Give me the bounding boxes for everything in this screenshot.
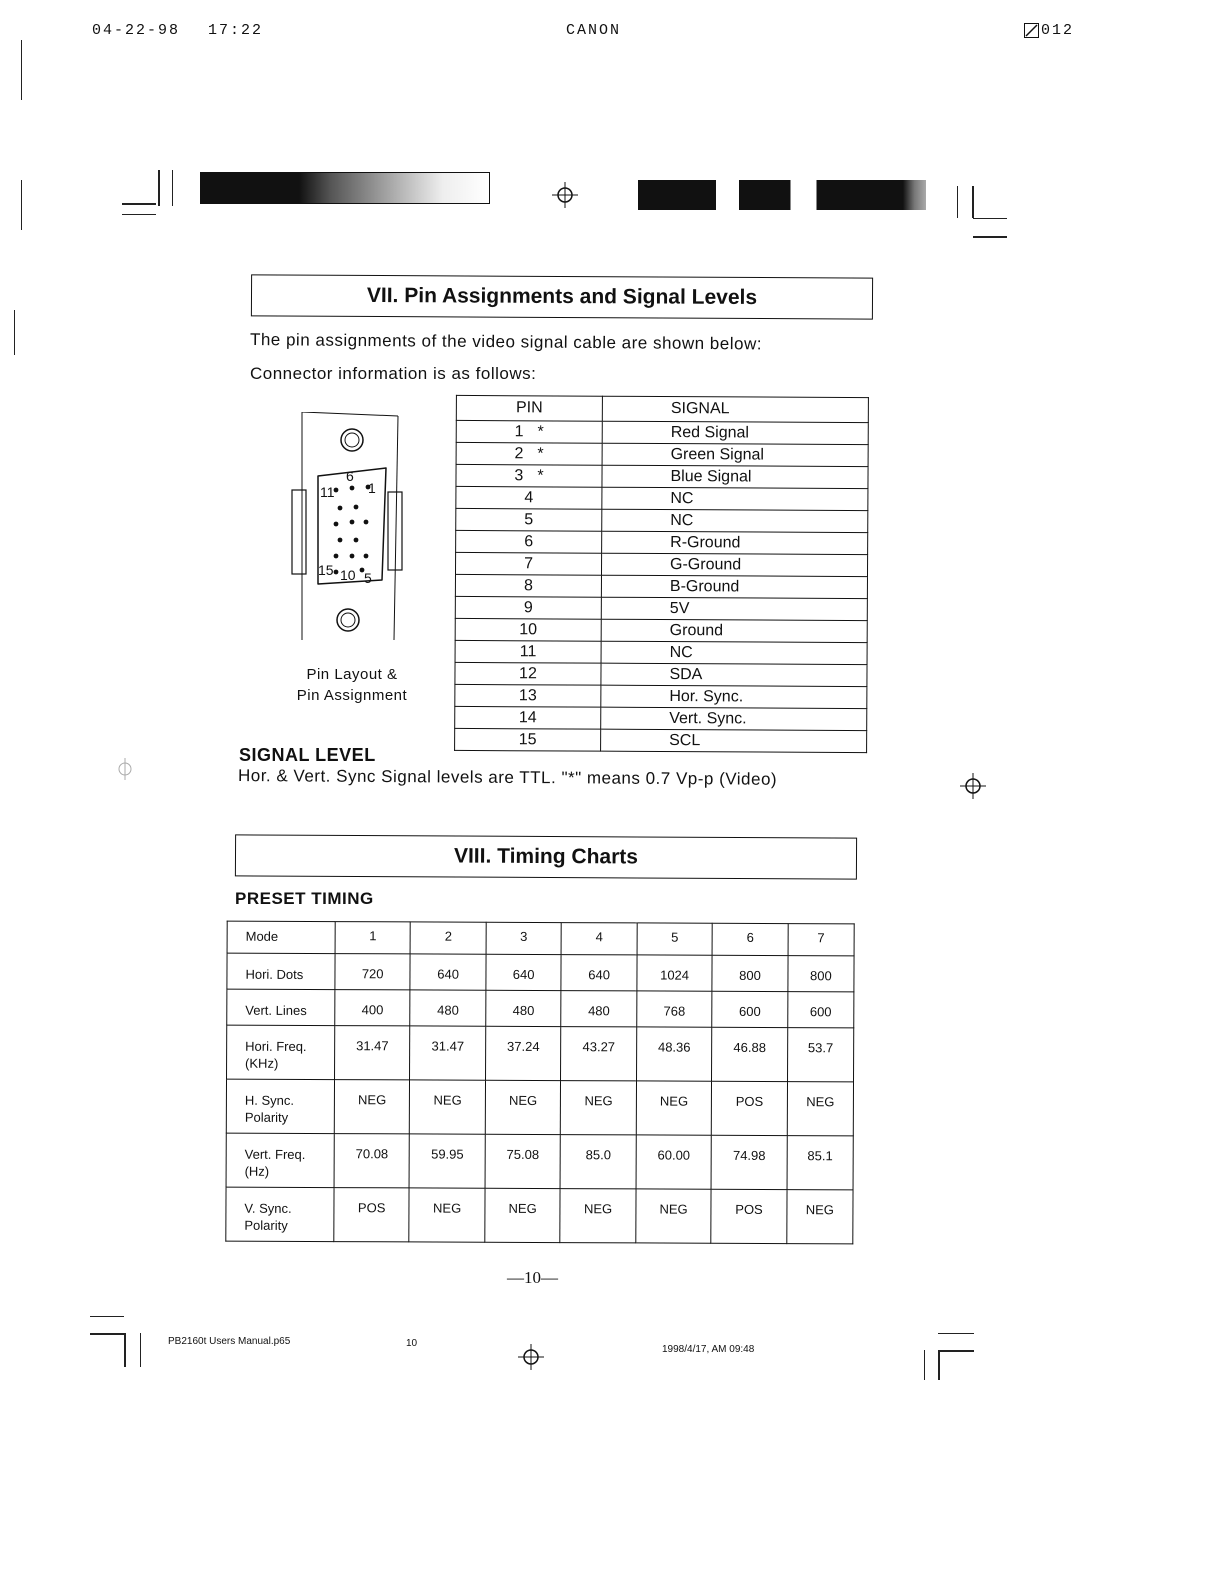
signal-name-cell: Vert. Sync. [601,707,867,730]
signal-level-text: Hor. & Vert. Sync Signal levels are TTL. "*" means 0.7 Vp-p (Video) [237,766,778,789]
row-label-cell: H. Sync. Polarity [226,1079,334,1133]
column-header-pin: PIN [456,395,602,421]
row-label-cell: Mode [227,921,335,953]
pin-number: 11 [519,642,537,660]
table-row [455,684,867,708]
pin-number: 7 [524,554,534,572]
timing-value-cell: 60.00 [636,1135,712,1189]
signal-name-cell: NC [602,509,868,532]
registration-bar-left [200,172,490,204]
row-label-cell: Hori. Freq. (KHz) [227,1025,335,1079]
scan-margin-line [21,40,22,100]
crop-mark [973,218,1007,219]
mode-header-cell: 4 [561,923,637,955]
pin-number: 2 [514,444,524,462]
pin-number-cell [455,684,601,707]
timing-value-cell: 600 [712,991,788,1027]
timing-value-cell: 37.24 [485,1026,561,1080]
pin-number-cell [456,486,602,509]
table-row [455,662,867,686]
timing-value-cell: 800 [788,956,854,992]
row-label-cell: Vert. Freq. (Hz) [226,1133,334,1187]
pin-number-cell [456,464,602,487]
connector-label-5: 5 [364,570,372,586]
signal-name-cell: B-Ground [601,575,867,598]
timing-value-cell: NEG [787,1190,853,1244]
timing-value-cell: NEG [636,1081,712,1135]
footer-filename: PB2160t Users Manual.p65 [168,1336,291,1347]
preset-timing-table [225,921,854,1245]
pin-assignment-table [454,395,869,753]
timing-value-cell: 768 [637,991,713,1027]
table-row [456,464,868,488]
table-row [227,953,854,992]
timing-value-cell: 400 [335,990,411,1026]
signal-name-cell: Ground [601,619,867,642]
signal-name-cell: R-Ground [602,531,868,554]
pin-number-cell [455,552,601,575]
crop-mark [957,186,958,218]
scan-margin-line [21,180,22,230]
registration-bar-right [638,180,926,210]
table-row [455,706,867,730]
timing-value-cell: 85.0 [560,1135,636,1189]
pin-number-cell [455,618,601,641]
table-row [226,1133,853,1190]
timing-value-cell: 70.08 [334,1134,410,1188]
table-row [455,574,867,598]
pin-number: 9 [523,598,533,616]
row-label-cell: V. Sync. Polarity [226,1187,334,1241]
mode-header-cell: 2 [411,922,487,954]
registration-crosshair-icon [960,773,986,799]
timing-value-cell: 46.88 [712,1027,788,1081]
signal-name-cell: Blue Signal [602,465,868,488]
mode-header-cell: 6 [712,923,788,955]
pin-number: 12 [519,664,537,682]
row-label-cell: Hori. Dots [227,953,335,989]
timing-value-cell: 53.7 [787,1028,853,1082]
table-row [456,508,868,532]
pin-number-cell [456,420,602,443]
connector-label-10: 10 [340,567,356,583]
signal-name-cell: 5V [601,597,867,620]
pin-number-cell [456,508,602,531]
signal-name-cell: G-Ground [601,553,867,576]
timing-value-cell: NEG [485,1080,561,1134]
signal-name-cell: SDA [601,663,867,686]
vga-connector-diagram [290,412,410,644]
timing-value-cell: 48.36 [636,1027,712,1081]
timing-value-cell: 1024 [637,955,713,991]
preset-timing-heading: PRESET TIMING [235,889,374,908]
pin-number: 10 [519,620,538,638]
timing-value-cell: NEG [334,1080,410,1134]
fax-time: 17:22 [208,22,264,39]
table-row [455,596,867,620]
pin-number-cell [455,728,601,751]
connector-label-15: 15 [318,562,334,578]
pin-number: 8 [523,576,533,594]
table-header-row [456,395,868,422]
signal-name-cell: Hor. Sync. [601,685,867,708]
timing-value-cell: POS [711,1189,787,1243]
timing-value-cell: NEG [787,1082,853,1136]
pin-number: 5 [524,510,534,528]
pin-number: 14 [518,708,537,726]
pin-number: 1 [514,422,524,440]
timing-value-cell: 74.98 [711,1135,787,1189]
pin-number-cell [455,574,601,597]
timing-value-cell: 640 [410,954,486,990]
timing-value-cell: 480 [410,990,486,1026]
fax-page-number: 012 [1024,22,1074,39]
mode-header-cell: 7 [788,924,854,956]
pin-number-cell [455,706,601,729]
timing-value-cell: 31.47 [335,1026,411,1080]
pin-number: 3 [514,466,524,484]
registration-crosshair-icon [552,182,578,208]
pin-number-cell [455,596,601,619]
crop-mark [938,1350,974,1352]
crop-mark [122,203,156,205]
timing-value-cell: 640 [486,954,562,990]
crop-mark [122,214,156,215]
table-row [456,420,868,444]
crop-mark [924,1350,925,1380]
table-row [455,552,867,576]
timing-value-cell: 85.1 [787,1136,853,1190]
footer-page: 10 [406,1338,418,1349]
table-row [227,989,854,1028]
table-row [456,486,868,510]
signal-name-cell: NC [602,487,868,510]
timing-value-cell: 800 [712,955,788,991]
signal-name-cell: Green Signal [602,443,868,466]
timing-value-cell: 31.47 [410,1026,486,1080]
video-level-mark: * [537,444,544,462]
fax-page-icon [1024,23,1039,38]
crop-mark [172,170,173,206]
registration-crosshair-icon [518,1344,544,1370]
timing-value-cell: 480 [486,990,562,1026]
timing-value-cell: POS [712,1081,788,1135]
table-row [455,640,867,664]
timing-value-cell: NEG [410,1080,486,1134]
connector-caption: Pin Layout & Pin Assignment [296,666,408,704]
crop-mark [158,170,160,206]
fax-date: 04-22-98 [92,22,181,39]
connector-label-11: 11 [320,484,335,500]
pin-number: 13 [518,686,537,704]
mode-header-cell: 1 [335,922,411,954]
signal-name-cell: NC [601,641,867,664]
signal-name-cell: SCL [601,729,867,752]
table-row [456,442,868,466]
timing-value-cell: 59.95 [410,1134,486,1188]
crop-mark [90,1316,124,1317]
pin-number: 4 [524,488,534,506]
timing-value-cell: NEG [560,1189,636,1243]
video-level-mark: * [537,422,544,440]
page-number: —10— [507,1268,558,1287]
table-row [227,1025,854,1082]
crop-mark [140,1333,141,1367]
timing-value-cell: NEG [561,1081,637,1135]
timing-value-cell: POS [334,1188,410,1242]
timing-value-cell: 720 [335,954,411,990]
timing-value-cell: 600 [788,992,854,1028]
crop-mark [973,236,1007,238]
signal-level-heading: SIGNAL LEVEL [239,745,376,765]
timing-value-cell: NEG [636,1189,712,1243]
connector-label-1: 1 [368,480,376,496]
table-row [455,618,867,642]
section-7-title: VII. Pin Assignments and Signal Levels [251,274,873,319]
timing-value-cell: 480 [561,991,637,1027]
pin-number-cell [456,442,602,465]
column-header-signal: SIGNAL [602,396,868,422]
crop-mark [938,1333,974,1334]
timing-value-cell: 75.08 [485,1134,561,1188]
mode-header-cell: 5 [637,923,713,955]
timing-value-cell: 43.27 [561,1027,637,1081]
pin-number: 6 [524,532,534,550]
table-row [226,1079,853,1136]
table-row [456,530,868,554]
intro-text-line1: The pin assignments of the video signal cable are shown below: [249,330,763,354]
video-level-mark: * [537,466,544,484]
faint-crosshair-icon [112,756,138,782]
mode-header-cell: 3 [486,922,562,954]
row-label-cell: Vert. Lines [227,989,335,1025]
timing-value-cell: 640 [561,955,637,991]
pin-number-cell [455,662,601,685]
crop-mark [972,186,974,218]
pin-number: 15 [518,730,537,748]
table-row [226,1187,853,1244]
crop-mark [124,1333,126,1367]
table-row [455,728,867,752]
scan-margin-line [14,310,15,355]
crop-mark [90,1333,124,1335]
pin-number-cell [455,640,601,663]
footer-timestamp: 1998/4/17, AM 09:48 [662,1344,755,1355]
fax-sender: CANON [566,22,622,39]
timing-value-cell: NEG [409,1188,485,1242]
connector-label-6: 6 [346,468,354,484]
pin-number-cell [456,530,602,553]
timing-value-cell: NEG [485,1188,561,1242]
intro-text-line2: Connector information is as follows: [250,364,537,383]
timing-header-row [227,921,854,956]
section-8-title: VIII. Timing Charts [235,834,857,879]
crop-mark [938,1350,940,1380]
signal-name-cell: Red Signal [602,421,868,444]
